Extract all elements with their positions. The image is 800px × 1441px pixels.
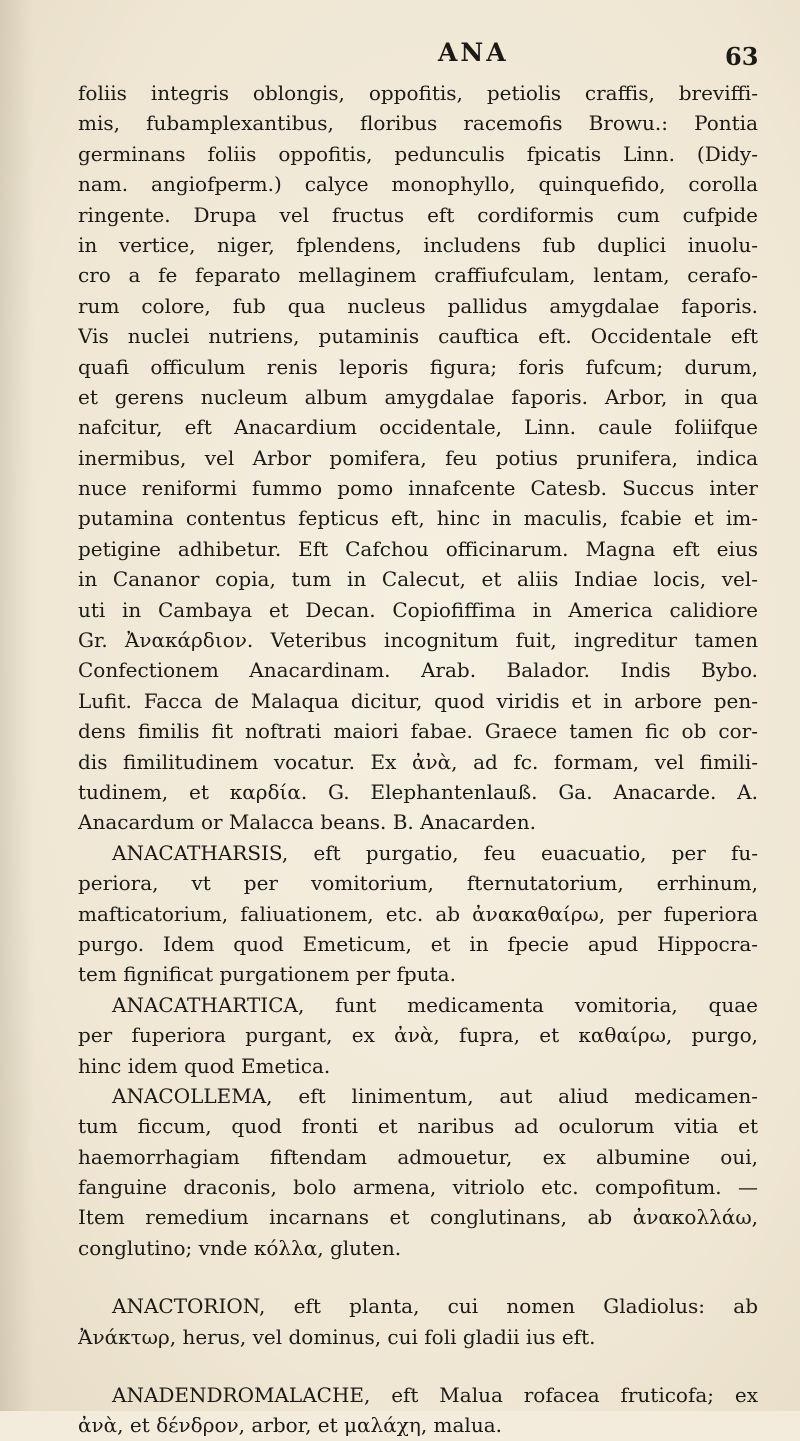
text-line: mafticatorium, faliuationem, etc. ab ἀνακαθαίρω, per fuperiora [78, 901, 758, 926]
text-line: Item remedium incarnans et conglutinans, ab ἀνακολλάω, [78, 1205, 758, 1230]
text-line: haemorrhagiam fiftendam admouetur, ex albumine oui, [78, 1144, 758, 1169]
text-line: fanguine draconis, bolo armena, vitriolo etc. compofitum. — [78, 1175, 758, 1200]
text-line: ANADENDROMALACHE, eft Malua rofacea fruticofa; ex [112, 1383, 758, 1408]
text-line: petigine adhibetur. Eft Cafchou officinarum. Magna eft eius [78, 536, 758, 561]
text-line: conglutino; vnde κόλλα, gluten. [78, 1235, 402, 1260]
paragraph-gap [78, 1263, 758, 1291]
text-line: et gerens nucleum album amygdalae faporis. Arbor, in qua [78, 384, 758, 409]
text-line: ANACATHARTICA, funt medicamenta vomitoria, quae [112, 992, 758, 1017]
text-line: nafcitur, eft Anacardium occidentale, Linn. caule foliifque [78, 415, 758, 440]
text-line: rum colore, fub qua nucleus pallidus amygdalae faporis. [78, 293, 758, 318]
text-line: putamina contentus fepticus eft, hinc in maculis, fcabie et im- [78, 506, 758, 531]
text-line: uti in Cambaya et Decan. Copiofiffima in America calidiore [78, 597, 758, 622]
text-line: nuce reniformi fummo pomo innafcente Catesb. Succus inter [78, 476, 758, 501]
text-line: germinans foliis oppofitis, pedunculis fpicatis Linn. (Didy- [78, 141, 758, 166]
page-header [0, 38, 800, 71]
text-line: Gr. Ἀνακάρδιον. Veteribus incognitum fuit, ingreditur tamen [78, 628, 758, 653]
text-line: cro a fe feparato mellaginem craffiufculam, lentam, cerafo- [78, 263, 758, 288]
text-line: Lufit. Facca de Malaqua dicitur, quod viridis et in arbore pen- [78, 688, 758, 713]
text-line: purgo. Idem quod Emeticum, et in fpecie apud Hippocra- [78, 931, 758, 956]
paragraph-gap [78, 1352, 758, 1380]
text-line: quafi officulum renis leporis figura; foris fufcum; durum, [78, 354, 758, 379]
text-line: Ἀνάκτωρ, herus, vel dominus, cui foli gladii ius eft. [78, 1324, 596, 1349]
text-line: tum ficcum, quod fronti et naribus ad oculorum vitia et [78, 1114, 758, 1139]
text-line: foliis integris oblongis, oppofitis, petiolis craffis, breviffi- [78, 81, 758, 105]
page-gutter-shadow [0, 0, 34, 1411]
text-line: inermibus, vel Arbor pomifera, feu potius prunifera, indica [78, 445, 758, 470]
text-line: ἀνὰ, et δένδρον, arbor, et μαλάχη, malua. [78, 1413, 502, 1438]
text-line: in Cananor copia, tum in Calecut, et aliis Indiae locis, vel- [78, 567, 758, 592]
text-line: ANACATHARSIS, eft purgatio, feu euacuatio, per fu- [112, 840, 758, 865]
text-line: Confectionem Anacardinam. Arab. Balador. Indis Bybo. [78, 658, 758, 683]
text-line: hinc idem quod Emetica. [78, 1053, 331, 1078]
text-line: dens fimilis fit noftrati maiori fabae. Graece tamen fic ob cor- [78, 719, 758, 744]
text-line: Anacardum or Malacca beans. B. Anacarden. [78, 810, 536, 835]
text-line: ringente. Drupa vel fructus eft cordiformis cum cufpide [78, 202, 758, 227]
text-line: in vertice, niger, fplendens, includens fub duplici inuolu- [78, 232, 758, 257]
text-line: nam. angiofperm.) calyce monophyllo, quinquefido, corolla [78, 172, 758, 197]
page-number: 63 [725, 42, 759, 71]
text-line: tem fignificat purgationem per fputa. [78, 962, 456, 987]
text-line: ANACTORION, eft planta, cui nomen Gladiolus: ab [112, 1294, 758, 1319]
text-line: per fuperiora purgant, ex ἀνὰ, fupra, et καθαίρω, purgo, [78, 1023, 758, 1048]
text-line: mis, fubamplexantibus, floribus racemofis Browu.: Pontia [78, 111, 758, 136]
dictionary-text [78, 78, 758, 1441]
text-line: dis fimilitudinem vocatur. Ex ἀνὰ, ad fc. formam, vel fimili- [78, 749, 758, 774]
text-line: ANACOLLEMA, eft linimentum, aut aliud medicamen- [112, 1083, 758, 1108]
running-head: ANA [438, 38, 509, 67]
text-line: periora, vt per vomitorium, fternutatorium, errhinum, [78, 871, 758, 896]
text-line: Vis nuclei nutriens, putaminis cauftica eft. Occidentale eft [78, 324, 758, 349]
text-line: tudinem, et καρδία. G. Elephantenlauß. Ga. Anacarde. A. [78, 779, 758, 804]
